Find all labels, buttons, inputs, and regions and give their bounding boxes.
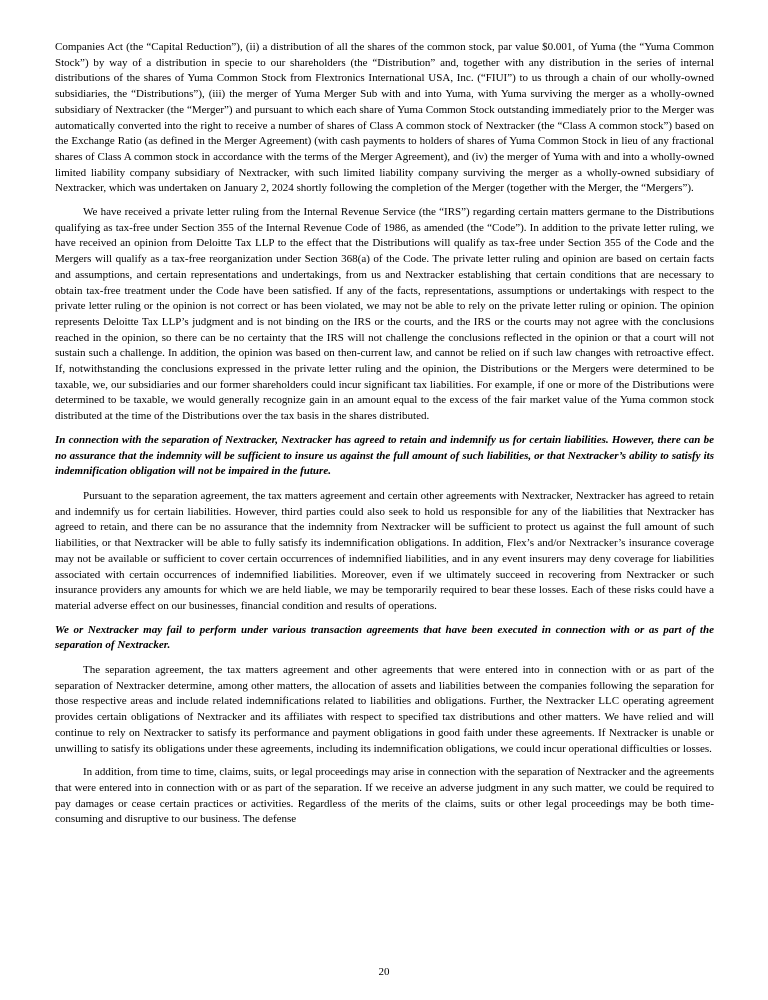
page-number: 20 [378, 966, 390, 978]
risk-factor-heading: We or Nextracker may fail to perform under various transaction agreements that have been executed in connection with or as part of the separation of Nextracker. [55, 623, 714, 652]
paragraph: In addition, from time to time, claims, suits, or legal proceedings may arise in connection with the separation of Nextracker and the agreements that were entered into in connection with or as part of the separation. If we receive an adverse judgment in any such matter, we could be required to pay damages or cease certain practices or activities. Regardless of the merits of the claims, suits or other legal proceedings may be both time-consuming and disruptive to our business. The defense [55, 766, 714, 826]
risk-factor-heading: In connection with the separation of Nextracker, Nextracker has agreed to retain and indemnify us for certain liabilities. However, there can be no assurance that the indemnity will be sufficient to insure us against the full amount of such liabilities, or that Nextracker’s ability to satisfy its indemnification obligation will not be impaired in the future. [55, 433, 714, 478]
page-body-text [55, 40, 714, 836]
paragraph: We have received a private letter ruling from the Internal Revenue Service (the “IRS”) regarding certain matters germane to the Distributions qualifying as tax-free under Section 355 of the Internal Revenue Code of 1986, as amended (the “Code”). In addition to the private letter ruling, we have received an opinion from Deloitte Tax LLP to the effect that the Distributions will qualify as tax-free under Section 355 of the Code and the Mergers will qualify as a tax-free reorganization under Section 368(a) of the Code. The private letter ruling and opinion are based on certain facts and assumptions, and certain representations and undertakings, from us and Nextracker establishing that certain conditions that are necessary to obtain tax-free treatment under the Code have been satisfied. If any of the facts, representations, assumptions or undertakings with respect to the private letter ruling or the opinion is not correct or has been violated, we may not be able to rely on the private letter ruling or opinion. The opinion represents Deloitte Tax LLP’s judgment and is not binding on the IRS or the courts, and the IRS or the courts may not agree with the conclusions reached in the opinion, so there can be no certainty that the IRS will not challenge the conclusions reflected in the opinion or that a court will not sustain such a challenge. In addition, the opinion was based on then-current law, and cannot be relied on if such law changes with retroactive effect. If, notwithstanding the conclusions expressed in the private letter ruling and the opinion, the Distributions or the Mergers were determined to be taxable, we, our subsidiaries and our former shareholders could incur significant tax liabilities. For example, if one or more of the Distributions were determined to be taxable, we would generally recognize gain in an amount equal to the excess of the fair market value of the Yuma common stock distributed at the time of the Distributions over the tax basis in the shares distributed. [55, 206, 714, 423]
paragraph: Pursuant to the separation agreement, the tax matters agreement and certain other agreements with Nextracker, Nextracker has agreed to retain and indemnify us for certain liabilities. However, third parties could also seek to hold us responsible for any of the liabilities that Nextracker has agreed to retain, and there can be no assurance that the indemnity from Nextracker will be sufficient to protect us against the full amount of such liabilities, or that Nextracker will be able to fully satisfy its indemnification obligations. In addition, Flex’s and/or Nextracker’s insurance coverage may not be available or sufficient to cover certain occurrences of indemnified liabilities, and in any event insurers may deny coverage for liabilities associated with certain occurrences of indemnified liabilities. Moreover, even if we ultimately succeed in recovering from Nextracker or such insurance providers any amounts for which we are held liable, we may be temporarily required to bear these losses. Each of these risks could have a material adverse effect on our businesses, financial condition and results of operations. [55, 489, 714, 612]
paragraph: The separation agreement, the tax matters agreement and other agreements that were entered into in connection with or as part of the separation of Nextracker determine, among other matters, the allocation of assets and liabilities between the companies following the separation for those respective areas and include related indemnifications related to liabilities and obligations. Further, the Nextracker LLC operating agreement provides certain obligations of Nextracker and its affiliates with respect to specified tax distributions and other matters. We have relied and will continue to rely on Nextracker to satisfy its performance and payment obligations in good faith under these agreements. If Nextracker is unable or unwilling to satisfy its obligations under these agreements, including its indemnification obligations, we could incur operational difficulties or losses. [55, 664, 714, 755]
paragraph: Companies Act (the “Capital Reduction”), (ii) a distribution of all the shares of the common stock, par value $0.001, of Yuma (the “Yuma Common Stock”) by way of a distribution in specie to our shareholders (the “Distribution” and, together with any distribution in the series of internal distributions of the shares of Yuma Common Stock from Flextronics International USA, Inc. (“FIUI”) to us through a chain of our wholly-owned subsidiaries, the “Distributions”), (iii) the merger of Yuma Merger Sub with and into Yuma, with Yuma surviving the merger as a wholly-owned subsidiary of Nextracker (the “Merger”) and pursuant to which each share of Yuma Common Stock outstanding immediately prior to the Merger was automatically converted into the right to receive a number of shares of Class A common stock of Nextracker (the “Class A common stock”) based on the Exchange Ratio (as defined in the Merger Agreement) (with cash payments to holders of shares of Yuma Common Stock in lieu of any fractional shares of Class A common stock in accordance with the terms of the Merger Agreement), and (iv) the merger of Yuma with and into a wholly-owned limited liability company subsidiary of Nextracker, with such limited liability company surviving the merger as a wholly-owned subsidiary of Nextracker, which was undertaken on January 2, 2024 shortly following the completion of the Merger (together with the Merger, the “Mergers”). [55, 41, 714, 195]
